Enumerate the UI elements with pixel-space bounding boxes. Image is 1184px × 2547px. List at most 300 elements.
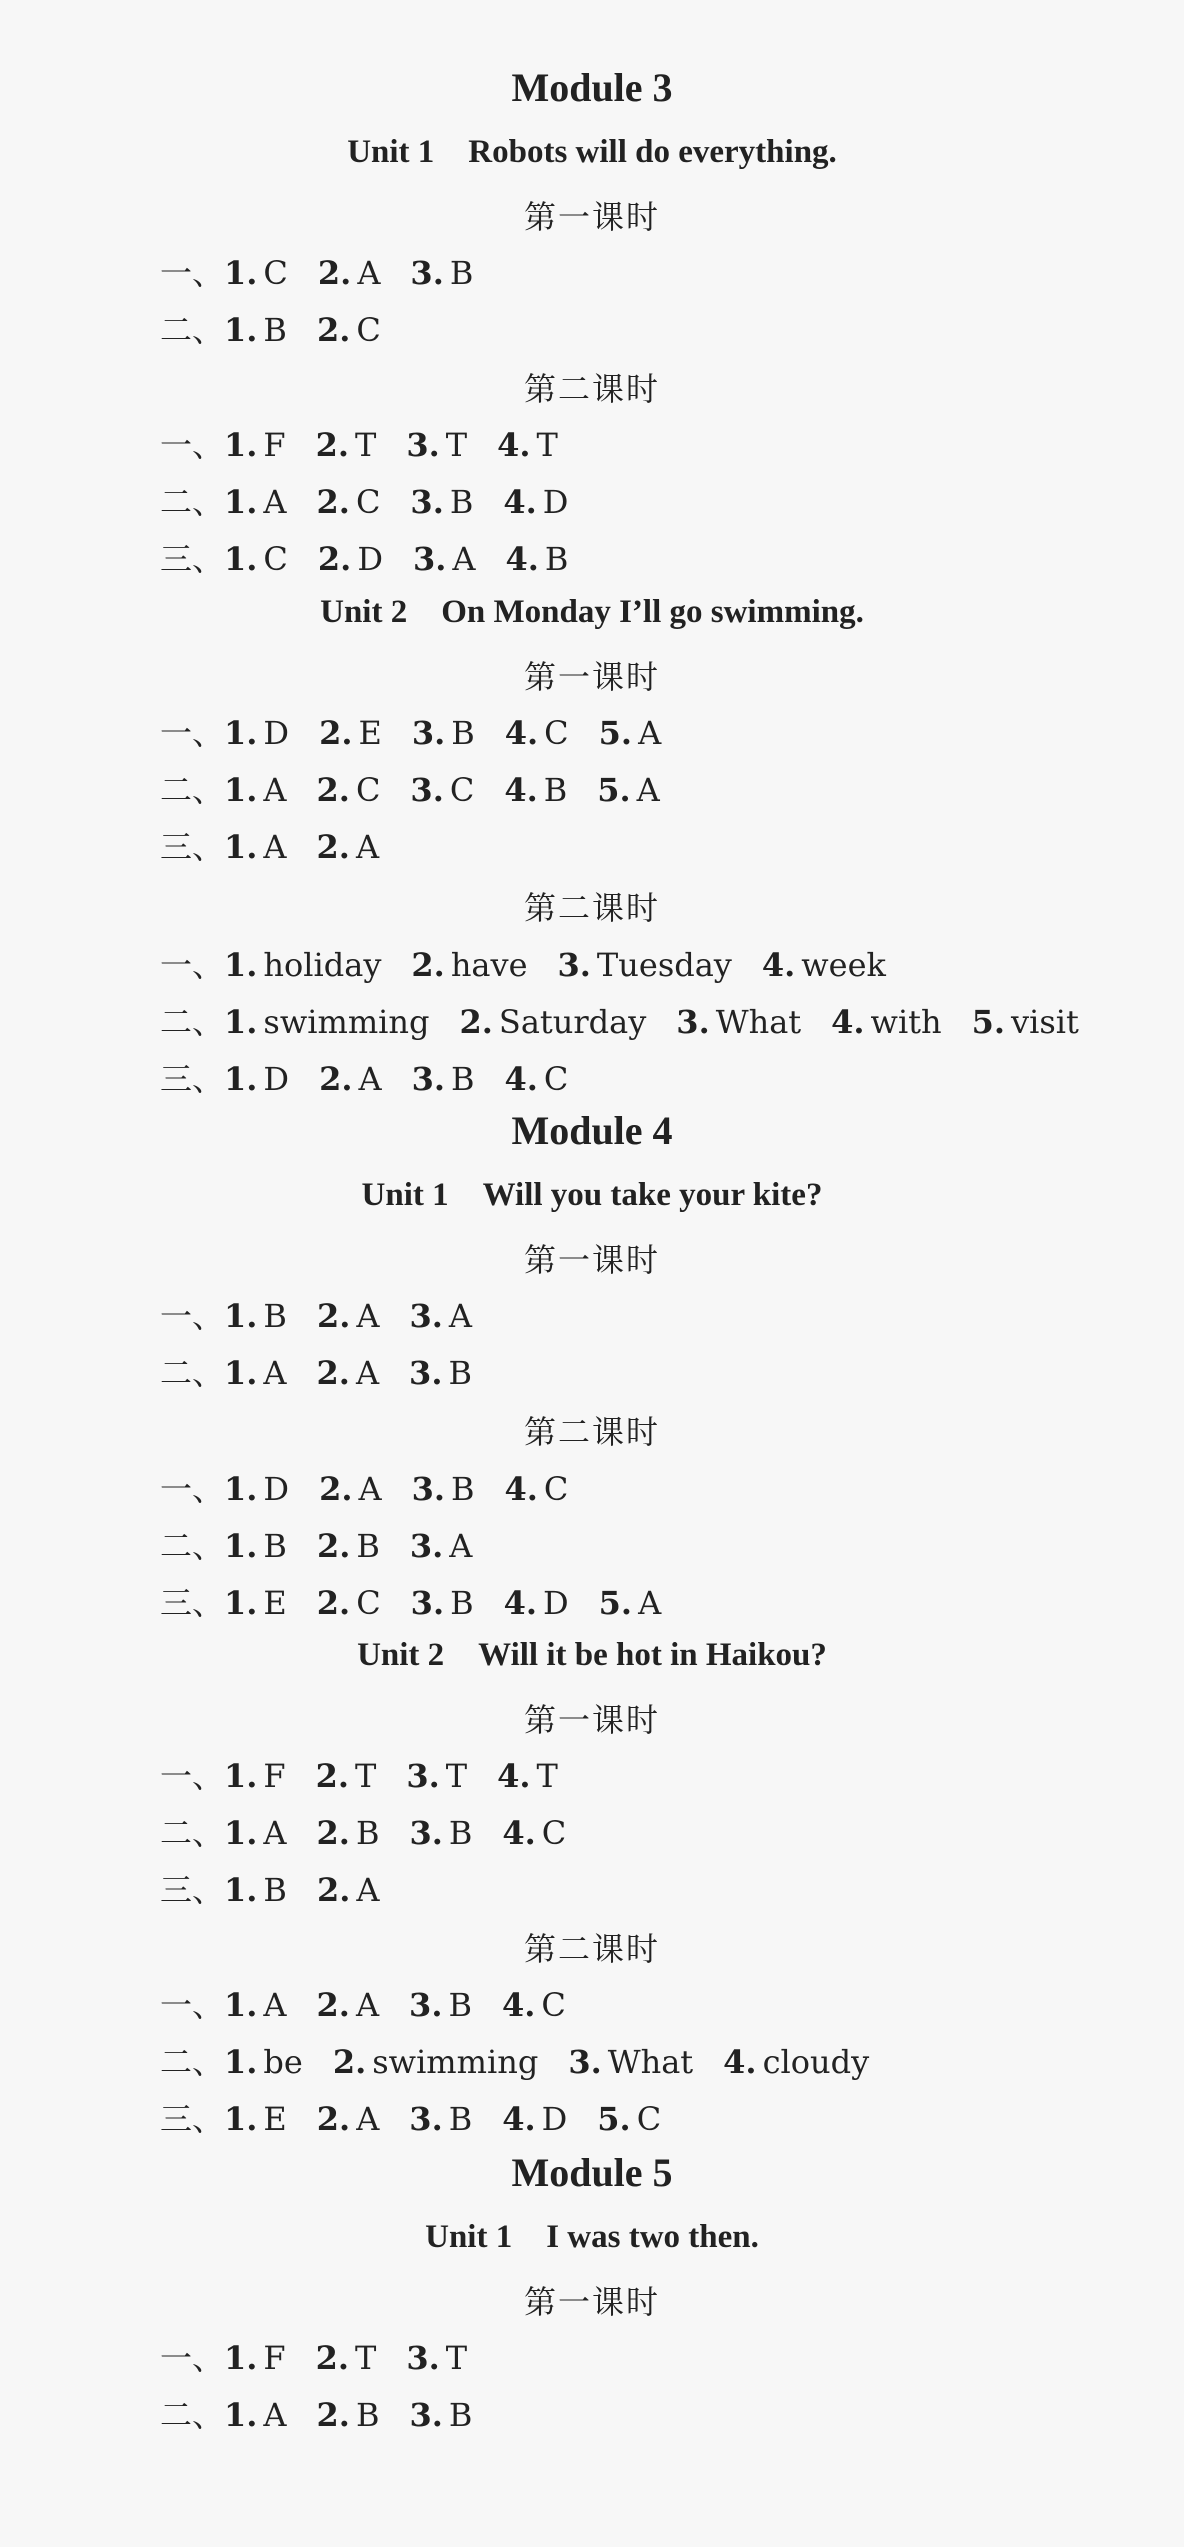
answer-row xyxy=(160,822,409,868)
question-number: 3. xyxy=(557,946,591,984)
question-number: 3. xyxy=(409,1354,443,1392)
section-marker: 二、 xyxy=(160,2396,225,2434)
answer-item xyxy=(504,1584,569,1622)
answer-value: C xyxy=(636,2100,662,2138)
answer-item xyxy=(502,1814,566,1852)
answer-value: swimming xyxy=(263,1003,430,1041)
question-number: 1. xyxy=(224,1527,258,1565)
section-marker: 一、 xyxy=(160,1297,225,1335)
answer-item xyxy=(972,1003,1079,1041)
question-number: 4. xyxy=(831,1003,865,1041)
answer-item xyxy=(502,2100,567,2138)
answer-value: A xyxy=(263,771,287,809)
answer-item xyxy=(599,1584,662,1622)
answer-value: F xyxy=(263,426,286,464)
answer-item xyxy=(568,2043,693,2081)
question-number: 2. xyxy=(316,1814,350,1852)
answer-value: cloudy xyxy=(762,2043,870,2081)
answer-item xyxy=(412,1470,475,1508)
answer-value: holiday xyxy=(263,946,382,984)
answer-value: C xyxy=(356,311,381,349)
unit-number: Unit 1 xyxy=(425,2219,513,2255)
answer-item xyxy=(317,1297,380,1335)
section-marker: 一、 xyxy=(160,254,225,292)
question-number: 2. xyxy=(316,2100,351,2138)
answer-value: A xyxy=(355,1986,380,2024)
answer-item xyxy=(410,771,474,809)
answer-row xyxy=(160,534,598,580)
answer-value: A xyxy=(356,1871,380,1909)
question-number: 3. xyxy=(410,1584,445,1622)
answer-value: C xyxy=(544,714,569,752)
answer-value: C xyxy=(543,1060,569,1098)
answer-item xyxy=(459,1003,646,1041)
answer-value: A xyxy=(449,1527,473,1565)
answer-item xyxy=(411,1584,474,1622)
question-number: 5. xyxy=(598,714,633,752)
answer-item xyxy=(317,1814,380,1852)
answer-item xyxy=(406,2339,467,2377)
answer-value: A xyxy=(452,540,476,578)
unit-name: I was two then. xyxy=(546,2219,759,2255)
answer-item xyxy=(409,1986,472,2024)
question-number: 1. xyxy=(224,483,258,521)
section-marker: 三、 xyxy=(160,828,225,866)
section-marker: 一、 xyxy=(160,1986,225,2024)
answer-item xyxy=(224,2100,287,2138)
answer-value: C xyxy=(355,771,381,809)
question-number: 2. xyxy=(315,2339,350,2377)
answer-row xyxy=(160,1980,596,2026)
answer-row xyxy=(160,1464,598,1510)
answer-value: T xyxy=(445,2339,468,2377)
answer-item xyxy=(558,946,732,984)
answer-item xyxy=(316,1757,377,1795)
question-number: 3. xyxy=(409,1986,443,2024)
question-number: 1. xyxy=(224,1297,258,1335)
section-marker: 二、 xyxy=(160,2043,225,2081)
answer-item xyxy=(409,1354,472,1392)
answer-value: What xyxy=(607,2043,694,2081)
unit-title xyxy=(0,1637,1184,1674)
answer-value: Tuesday xyxy=(596,946,732,984)
answer-item xyxy=(497,1757,558,1795)
answer-value: week xyxy=(801,946,886,984)
answer-item xyxy=(597,2100,661,2138)
question-number: 2. xyxy=(316,1871,351,1909)
question-number: 3. xyxy=(411,1060,445,1098)
answer-item xyxy=(505,714,569,752)
answer-value: B xyxy=(263,1297,287,1335)
unit-name: Will it be hot in Haikou? xyxy=(478,1637,827,1673)
answer-item xyxy=(224,1814,287,1852)
answer-item xyxy=(319,1470,382,1508)
question-number: 1. xyxy=(224,1354,258,1392)
answer-item xyxy=(317,2100,380,2138)
answer-item xyxy=(224,1470,289,1508)
question-number: 1. xyxy=(224,1871,258,1909)
answer-item xyxy=(316,426,377,464)
question-number: 4. xyxy=(504,1060,538,1098)
answer-item xyxy=(406,426,467,464)
answer-row xyxy=(160,1521,502,1567)
answer-item xyxy=(224,1584,287,1622)
question-number: 1. xyxy=(224,1470,258,1508)
answer-item xyxy=(317,828,380,866)
question-number: 4. xyxy=(497,1757,531,1795)
answer-value: A xyxy=(638,714,662,752)
unit-title xyxy=(0,2219,1184,2256)
answer-item xyxy=(723,2043,869,2081)
question-number: 1. xyxy=(224,771,258,809)
answer-item xyxy=(319,1060,382,1098)
answer-value: E xyxy=(263,1584,287,1622)
answer-value: A xyxy=(356,2100,380,2138)
answer-item xyxy=(676,1003,801,1041)
question-number: 2. xyxy=(316,1354,350,1392)
answer-item xyxy=(762,946,886,984)
question-number: 1. xyxy=(224,2043,258,2081)
answer-row xyxy=(160,2037,899,2083)
question-number: 4. xyxy=(504,714,539,752)
answer-item xyxy=(317,311,381,349)
answer-value: A xyxy=(263,1814,287,1852)
answer-item xyxy=(317,1986,380,2024)
question-number: 1. xyxy=(224,254,258,292)
answer-value: B xyxy=(449,254,474,292)
lesson-title: 第一课时 xyxy=(523,2283,660,2321)
question-number: 2. xyxy=(319,1470,353,1508)
answer-value: A xyxy=(358,1060,382,1098)
answer-item xyxy=(224,1527,287,1565)
answer-item xyxy=(224,946,381,984)
answer-item xyxy=(503,483,568,521)
module-title: Module 4 xyxy=(511,1108,673,1153)
answer-value: B xyxy=(263,1871,287,1909)
answer-value: D xyxy=(357,540,383,578)
question-number: 2. xyxy=(316,311,351,349)
answer-item xyxy=(224,1297,287,1335)
question-number: 2. xyxy=(317,254,352,292)
question-number: 3. xyxy=(411,1470,445,1508)
answer-value: A xyxy=(263,828,287,866)
answer-item xyxy=(409,1814,472,1852)
answer-value: A xyxy=(263,1354,287,1392)
question-number: 3. xyxy=(410,254,444,292)
answer-value: C xyxy=(541,1986,566,2024)
section-marker: 二、 xyxy=(160,1527,225,1565)
question-number: 3. xyxy=(406,426,440,464)
answer-item xyxy=(409,2100,472,2138)
question-number: 4. xyxy=(505,540,539,578)
answer-value: D xyxy=(263,1060,290,1098)
question-number: 2. xyxy=(316,1986,350,2024)
question-number: 1. xyxy=(224,426,258,464)
answer-value: T xyxy=(536,1757,558,1795)
question-number: 1. xyxy=(224,2396,258,2434)
question-number: 5. xyxy=(597,771,631,809)
section-marker: 三、 xyxy=(160,1060,225,1098)
answer-item xyxy=(497,426,558,464)
answer-value: A xyxy=(638,1584,662,1622)
answer-item xyxy=(410,1527,473,1565)
unit-title xyxy=(0,1177,1184,1214)
answer-row xyxy=(160,708,691,754)
question-number: 3. xyxy=(406,1757,440,1795)
answer-item xyxy=(224,828,287,866)
answer-value: T xyxy=(355,426,377,464)
answer-item xyxy=(224,311,287,349)
question-number: 1. xyxy=(224,1060,258,1098)
answer-value: B xyxy=(355,2396,380,2434)
unit-number: Unit 2 xyxy=(357,1637,445,1673)
question-number: 1. xyxy=(224,311,258,349)
question-number: 2. xyxy=(316,1527,351,1565)
answer-item xyxy=(317,1584,381,1622)
unit-name: On Monday I’ll go swimming. xyxy=(441,594,864,630)
answer-value: A xyxy=(357,254,381,292)
answer-row xyxy=(160,248,503,294)
answer-value: C xyxy=(356,1584,381,1622)
section-marker: 一、 xyxy=(160,946,225,984)
answer-value: B xyxy=(448,2396,473,2434)
unit-title xyxy=(0,594,1184,631)
question-number: 4. xyxy=(497,426,531,464)
answer-value: Saturday xyxy=(498,1003,647,1041)
question-number: 1. xyxy=(224,1814,258,1852)
answer-value: D xyxy=(541,2100,568,2138)
answer-value: E xyxy=(263,2100,287,2138)
answer-item xyxy=(224,771,287,809)
section-marker: 二、 xyxy=(160,483,225,521)
question-number: 2. xyxy=(316,771,350,809)
answer-value: B xyxy=(448,1814,473,1852)
question-number: 1. xyxy=(224,828,258,866)
question-number: 3. xyxy=(409,1527,444,1565)
answer-item xyxy=(224,483,287,521)
question-number: 2. xyxy=(332,2043,367,2081)
answer-row xyxy=(160,2333,497,2379)
question-number: 4. xyxy=(504,771,538,809)
answer-value: visit xyxy=(1011,1003,1079,1041)
answer-value: B xyxy=(544,540,569,578)
module-title: Module 3 xyxy=(511,65,673,110)
answer-item xyxy=(318,254,381,292)
answer-row xyxy=(160,1751,588,1797)
answer-item xyxy=(317,1354,380,1392)
section-marker: 一、 xyxy=(160,2339,225,2377)
answer-row xyxy=(160,1054,598,1100)
answer-item xyxy=(505,1060,569,1098)
answer-item xyxy=(317,483,381,521)
answer-value: C xyxy=(355,483,381,521)
answer-item xyxy=(317,1871,380,1909)
answer-value: T xyxy=(355,1757,377,1795)
answer-value: A xyxy=(636,771,660,809)
lesson-title: 第二课时 xyxy=(523,1413,660,1451)
question-number: 3. xyxy=(409,1814,443,1852)
question-number: 3. xyxy=(409,2396,443,2434)
section-marker: 一、 xyxy=(160,1757,225,1795)
question-number: 4. xyxy=(503,1584,537,1622)
question-number: 2. xyxy=(316,828,350,866)
question-number: 2. xyxy=(316,483,350,521)
answer-value: C xyxy=(543,1470,569,1508)
answer-value: D xyxy=(543,1584,569,1622)
answer-value: swimming xyxy=(372,2043,539,2081)
answer-row xyxy=(160,420,588,466)
answer-item xyxy=(224,2339,286,2377)
answer-item xyxy=(406,1757,467,1795)
question-number: 3. xyxy=(406,2339,440,2377)
answer-value: C xyxy=(263,254,288,292)
answer-value: A xyxy=(356,1297,380,1335)
answer-row xyxy=(160,1291,502,1337)
unit-number: Unit 1 xyxy=(347,134,435,170)
answer-item xyxy=(224,2043,303,2081)
answer-item xyxy=(318,540,383,578)
answer-item xyxy=(504,771,567,809)
answer-item xyxy=(224,714,289,752)
question-number: 2. xyxy=(316,1297,351,1335)
question-number: 4. xyxy=(502,2100,536,2138)
section-marker: 二、 xyxy=(160,1354,225,1392)
answer-row xyxy=(160,2390,502,2436)
question-number: 3. xyxy=(411,714,446,752)
answer-item xyxy=(333,2043,538,2081)
question-number: 3. xyxy=(409,1297,443,1335)
question-number: 1. xyxy=(224,946,258,984)
answer-item xyxy=(597,771,660,809)
question-number: 2. xyxy=(315,426,350,464)
answer-row xyxy=(160,1578,691,1624)
question-number: 2. xyxy=(459,1003,493,1041)
answer-item xyxy=(599,714,662,752)
unit-title xyxy=(0,134,1184,171)
question-number: 3. xyxy=(410,771,444,809)
answer-value: B xyxy=(450,1584,474,1622)
answer-item xyxy=(224,1354,287,1392)
answer-value: E xyxy=(358,714,382,752)
answer-item xyxy=(224,1003,429,1041)
answer-value: B xyxy=(263,1527,287,1565)
question-number: 3. xyxy=(410,483,444,521)
question-number: 1. xyxy=(224,714,258,752)
question-number: 5. xyxy=(971,1003,1006,1041)
answer-item xyxy=(317,771,381,809)
answer-value: B xyxy=(451,1470,475,1508)
unit-number: Unit 1 xyxy=(361,1177,449,1213)
module-title: Module 5 xyxy=(511,2150,673,2195)
question-number: 3. xyxy=(412,540,447,578)
answer-value: A xyxy=(355,828,380,866)
answer-item xyxy=(317,2396,380,2434)
answer-value: be xyxy=(263,2043,303,2081)
answer-item xyxy=(412,714,475,752)
question-number: 4. xyxy=(503,483,537,521)
unit-name: Will you take your kite? xyxy=(482,1177,823,1213)
answer-row xyxy=(160,765,690,811)
answer-value: A xyxy=(358,1470,382,1508)
lesson-title: 第一课时 xyxy=(523,1701,660,1739)
section-marker: 二、 xyxy=(160,771,225,809)
question-number: 1. xyxy=(224,2100,258,2138)
answer-value: What xyxy=(715,1003,802,1041)
answer-value: D xyxy=(542,483,569,521)
answer-value: A xyxy=(355,1354,380,1392)
answer-value: have xyxy=(450,946,528,984)
section-marker: 一、 xyxy=(160,426,225,464)
question-number: 2. xyxy=(316,1584,351,1622)
answer-item xyxy=(224,1060,289,1098)
answer-item xyxy=(410,483,473,521)
question-number: 3. xyxy=(676,1003,710,1041)
answer-value: B xyxy=(451,714,475,752)
answer-value: B xyxy=(448,2100,473,2138)
answer-value: B xyxy=(263,311,287,349)
answer-row xyxy=(160,997,1109,1043)
answer-value: A xyxy=(263,2396,287,2434)
question-number: 2. xyxy=(319,714,353,752)
lesson-title: 第二课时 xyxy=(523,889,660,927)
question-number: 4. xyxy=(502,1814,536,1852)
answer-value: with xyxy=(870,1003,942,1041)
section-marker: 三、 xyxy=(160,2100,225,2138)
answer-value: C xyxy=(449,771,475,809)
answer-value: T xyxy=(445,426,468,464)
unit-number: Unit 2 xyxy=(320,594,408,630)
answer-item xyxy=(505,540,568,578)
answer-value: B xyxy=(543,771,568,809)
answer-value: C xyxy=(263,540,288,578)
answer-item xyxy=(224,540,288,578)
question-number: 1. xyxy=(224,1003,258,1041)
answer-value: A xyxy=(263,483,287,521)
answer-row xyxy=(160,2094,691,2140)
answer-item xyxy=(316,2339,377,2377)
answer-value: B xyxy=(355,1814,380,1852)
answer-value: T xyxy=(536,426,558,464)
question-number: 1. xyxy=(224,1584,258,1622)
answer-item xyxy=(411,946,527,984)
question-number: 1. xyxy=(224,1757,258,1795)
answer-item xyxy=(319,714,382,752)
question-number: 2. xyxy=(319,1060,353,1098)
answer-item xyxy=(317,1527,380,1565)
answer-item xyxy=(224,2396,287,2434)
answer-item xyxy=(409,2396,472,2434)
answer-item xyxy=(410,254,473,292)
question-number: 2. xyxy=(317,540,352,578)
section-marker: 三、 xyxy=(160,1871,225,1909)
answer-value: T xyxy=(355,2339,377,2377)
section-marker: 三、 xyxy=(160,540,225,578)
answer-value: D xyxy=(263,1470,290,1508)
question-number: 1. xyxy=(224,1986,258,2024)
answer-value: B xyxy=(449,483,474,521)
answer-row xyxy=(160,1808,596,1854)
answer-item xyxy=(224,254,288,292)
answer-item xyxy=(224,426,286,464)
answer-value: A xyxy=(448,1297,472,1335)
unit-name: Robots will do everything. xyxy=(468,134,837,170)
answer-value: A xyxy=(263,1986,287,2024)
question-number: 2. xyxy=(316,2396,350,2434)
section-marker: 二、 xyxy=(160,311,225,349)
answer-row xyxy=(160,477,598,523)
section-marker: 二、 xyxy=(160,1003,225,1041)
question-number: 3. xyxy=(409,2100,443,2138)
